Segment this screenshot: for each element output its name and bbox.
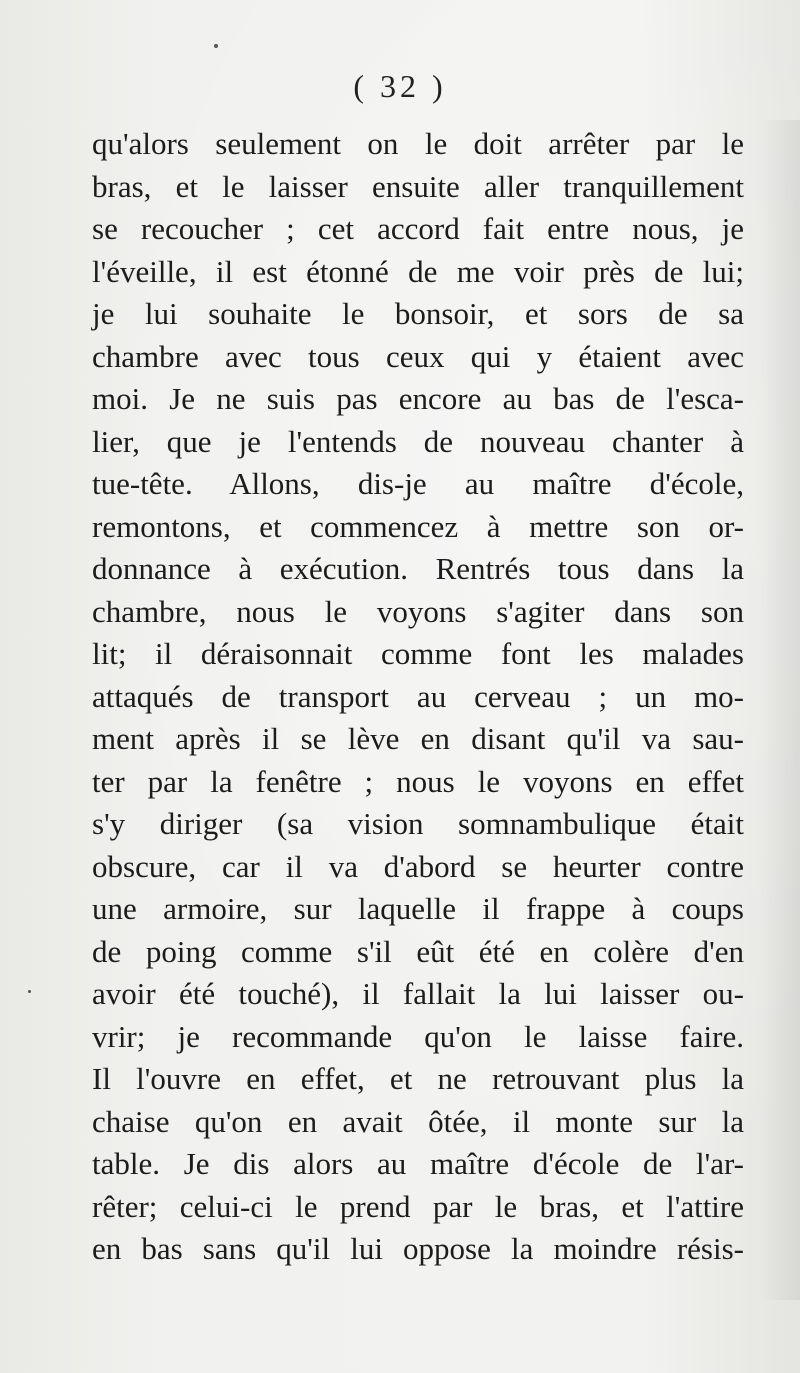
text-line: en bas sans qu'il lui oppose la moindre résis-	[92, 1231, 744, 1266]
ink-speck	[28, 990, 31, 993]
text-line: lit; il déraisonnait comme font les malades	[92, 636, 744, 671]
text-line: avoir été touché), il fallait la lui laisser ou-	[92, 976, 744, 1011]
text-line: bras, et le laisser ensuite aller tranquillement	[92, 168, 744, 204]
text-line: s'y diriger (sa vision somnambulique était	[92, 806, 744, 841]
text-line: obscure, car il va d'abord se heurter contre	[92, 848, 744, 884]
text-line: je lui souhaite le bonsoir, et sors de sa	[92, 296, 744, 331]
page-number: ( 32 )	[353, 68, 447, 104]
text-line: qu'alors seulement on le doit arrêter par le	[92, 126, 744, 161]
text-line: rêter; celui-ci le prend par le bras, et l'attire	[92, 1188, 744, 1224]
text-line: lier, que je l'entends de nouveau chanter à	[92, 423, 744, 459]
show-through-shadow	[760, 120, 800, 1300]
text-line: l'éveille, il est étonné de me voir près de lui;	[92, 253, 744, 289]
text-line: chambre avec tous ceux qui y étaient avec	[92, 338, 744, 374]
text-line: se recoucher ; cet accord fait entre nous, je	[92, 211, 744, 246]
text-line: donnance à exécution. Rentrés tous dans la	[92, 551, 744, 586]
text-line: une armoire, sur laquelle il frappe à coups	[92, 891, 744, 926]
ink-speck	[214, 44, 218, 48]
text-line: Il l'ouvre en effet, et ne retrouvant plus la	[92, 1061, 744, 1096]
body-text	[92, 123, 744, 1271]
text-line: attaqués de transport au cerveau ; un mo-	[92, 678, 744, 714]
text-line: vrir; je recommande qu'on le laisse faire.	[92, 1018, 744, 1054]
text-line: remontons, et commencez à mettre son or-	[92, 508, 744, 544]
text-line: ter par la fenêtre ; nous le voyons en effet	[92, 763, 744, 799]
text-line: ment après il se lève en disant qu'il va sau-	[92, 721, 744, 756]
text-line: chaise qu'on en avait ôtée, il monte sur la	[92, 1103, 744, 1139]
text-line: de poing comme s'il eût été en colère d'en	[92, 933, 744, 969]
text-line: chambre, nous le voyons s'agiter dans son	[92, 593, 744, 629]
text-line: tue-tête. Allons, dis-je au maître d'école,	[92, 466, 744, 501]
text-line: moi. Je ne suis pas encore au bas de l'esca-	[92, 381, 744, 416]
text-line: table. Je dis alors au maître d'école de l'ar-	[92, 1146, 744, 1181]
